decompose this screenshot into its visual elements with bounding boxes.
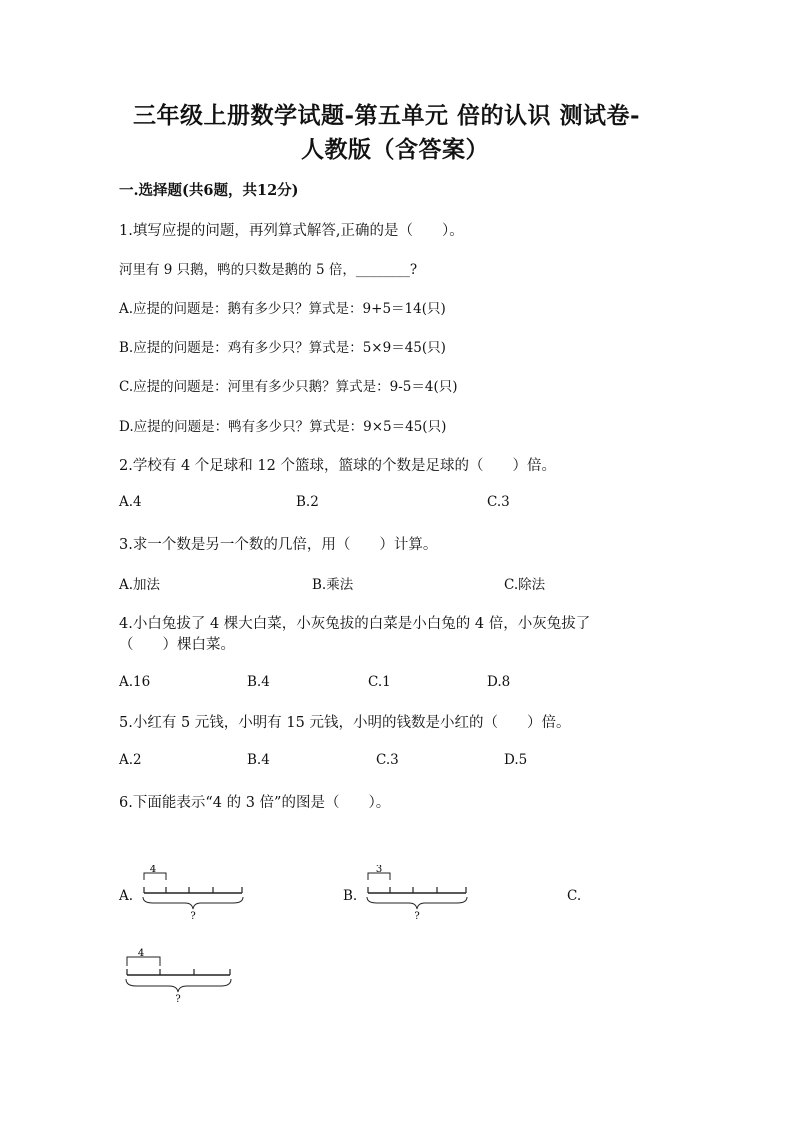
page-title-line-2: 人教版（含答案）	[301, 136, 489, 163]
figure-a-bottom-label: ?	[190, 911, 196, 922]
option-3c[interactable]: C.除法	[504, 577, 546, 593]
section-heading: 一.选择题(共6题，共12分)	[119, 182, 299, 199]
question-number: 6.	[119, 795, 133, 811]
option-6b[interactable]: B.	[343, 888, 358, 904]
option-6a[interactable]: A.	[119, 888, 134, 904]
option-5d[interactable]: D.5	[504, 752, 528, 768]
question-4-line-2: （ ）棵白菜。	[119, 637, 235, 653]
option-5b[interactable]: B.4	[247, 752, 270, 768]
question-number: 5.	[119, 715, 133, 731]
question-text: 小红有 5 元钱，小明有 15 元钱，小明的钱数是小红的（ ）倍。	[132, 715, 571, 731]
option-2a[interactable]: A.4	[119, 494, 142, 510]
option-1d[interactable]: D.应提的问题是：鸭有多少只？算式是：9×5＝45(只)	[119, 419, 447, 435]
option-3a[interactable]: A.加法	[119, 577, 161, 593]
figure-c-top-label: 4	[137, 948, 145, 959]
figure-b-segment-diagram[interactable]	[363, 865, 471, 923]
option-6c[interactable]: C.	[567, 888, 582, 904]
option-1c[interactable]: C.应提的问题是：河里有多少只鹅？算式是：9-5＝4(只)	[119, 379, 458, 395]
question-2	[119, 454, 556, 475]
option-4c[interactable]: C.1	[368, 674, 391, 690]
question-text: 填写应提的问题，再列算式解答,正确的是（ ）。	[132, 223, 464, 239]
option-5c[interactable]: C.3	[376, 752, 399, 768]
option-2c[interactable]: C.3	[487, 494, 510, 510]
page-title-line-1: 三年级上册数学试题-第五单元 倍的认识 测试卷-	[133, 102, 641, 129]
option-2b[interactable]: B.2	[296, 494, 319, 510]
question-number: 2.	[119, 458, 133, 474]
question-1-subtext: 河里有 9 只鹅，鸭的只数是鹅的 5 倍，________?	[119, 262, 418, 278]
option-3b[interactable]: B.乘法	[312, 577, 354, 593]
figure-b-bottom-label: ?	[414, 911, 420, 922]
question-text: 学校有 4 个足球和 12 个篮球，篮球的个数是足球的（ ）倍。	[132, 458, 556, 474]
option-4b[interactable]: B.4	[247, 674, 270, 690]
figure-a-top-label: 4	[149, 865, 157, 875]
figure-c-bottom-label: ?	[175, 994, 181, 1005]
option-4d[interactable]: D.8	[487, 674, 511, 690]
question-number: 4.	[119, 616, 133, 632]
figure-b-top-label: 3	[375, 865, 383, 875]
question-5	[119, 711, 570, 732]
option-4a[interactable]: A.16	[119, 674, 151, 690]
option-1a[interactable]: A.应提的问题是：鹅有多少只？算式是：9+5＝14(只)	[119, 301, 446, 317]
question-text: 求一个数是另一个数的几倍，用（ ）计算。	[132, 537, 438, 553]
option-5a[interactable]: A.2	[119, 752, 142, 768]
question-3	[119, 533, 437, 554]
question-6	[119, 791, 390, 812]
figure-c-segment-diagram[interactable]	[121, 944, 235, 1006]
question-number: 1.	[119, 223, 133, 239]
question-1	[119, 219, 464, 240]
question-text: 下面能表示“4 的 3 倍”的图是（ ）。	[132, 795, 391, 811]
question-number: 3.	[119, 537, 133, 553]
figure-a-segment-diagram[interactable]	[139, 865, 247, 923]
option-1b[interactable]: B.应提的问题是：鸡有多少只？算式是：5×9＝45(只)	[119, 340, 446, 356]
question-text: 小白兔拔了 4 棵大白菜，小灰兔拔的白菜是小白兔的 4 倍，小灰兔拔了	[132, 616, 591, 632]
question-4	[119, 612, 590, 633]
